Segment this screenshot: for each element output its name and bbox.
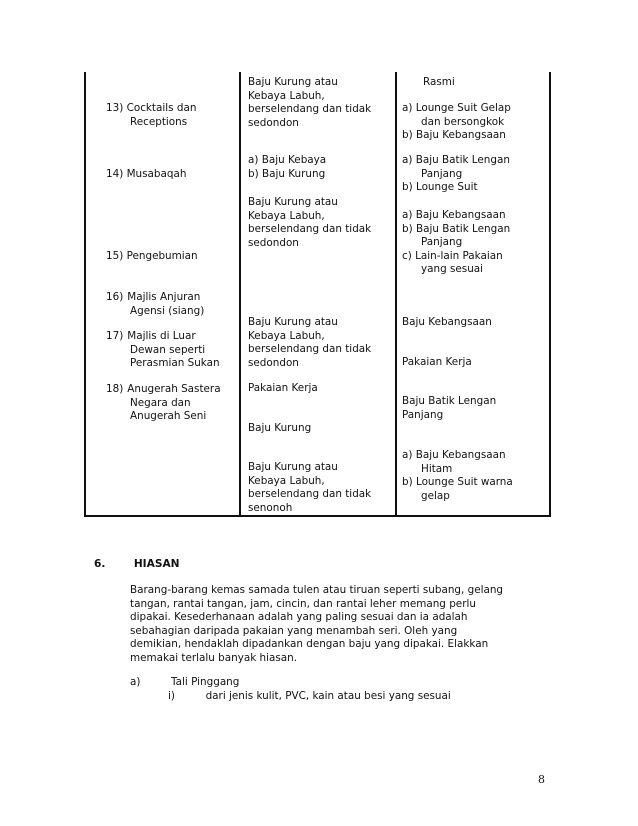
- event-13: 13) Cocktails dan Receptions: [106, 102, 197, 128]
- cell-15-options: a) Baju Kebangsaan b) Baju Batik Lengan Panjang c) Lain-lain Pakaian yang sesuai: [402, 209, 511, 275]
- list-item-a: [130, 676, 239, 690]
- cell-last-attire: Baju Kurung atau Kebaya Labuh, berselendang dan tidak senonoh: [248, 461, 372, 514]
- cell-18-batik: Baju Batik Lengan Panjang: [402, 395, 497, 421]
- cell-13-rasmi: Rasmi: [423, 76, 455, 88]
- cell-17-kebangsaan: Baju Kebangsaan: [402, 316, 492, 328]
- table-divider-2: [395, 72, 397, 517]
- dress-code-table: [84, 72, 551, 517]
- event-16: 16) Majlis Anjuran Agensi (siang): [106, 291, 205, 317]
- event-17: 17) Majlis di Luar Dewan seperti Perasmian Sukan: [106, 330, 220, 369]
- cell-17-kerja: Pakaian Kerja: [402, 356, 472, 368]
- section-heading: [94, 558, 180, 570]
- subitem-marker: i): [168, 690, 175, 702]
- section-title: HIASAN: [133, 558, 180, 570]
- event-18: 18) Anugerah Sastera Negara dan Anugerah Seni: [106, 383, 221, 422]
- event-14: 14) Musabaqah: [106, 168, 187, 180]
- cell-13-options: a) Lounge Suit Gelap dan bersongkok b) Baju Kebangsaan: [402, 102, 511, 141]
- cell-18-kerja: Pakaian Kerja: [248, 382, 318, 394]
- cell-14-attire: a) Baju Kebaya b) Baju Kurung: [248, 154, 327, 180]
- table-border-left: [84, 72, 86, 517]
- table-divider-1: [239, 72, 241, 517]
- cell-13-attire: Baju Kurung atau Kebaya Labuh, berselendang dan tidak sedondon: [248, 76, 372, 129]
- cell-last-options: a) Baju Kebangsaan Hitam b) Lounge Suit warna gelap: [402, 449, 513, 502]
- cell-14-options: a) Baju Batik Lengan Panjang b) Lounge Suit: [402, 154, 510, 193]
- cell-15-attire: Baju Kurung atau Kebaya Labuh, berselendang dan tidak sedondon: [248, 196, 372, 249]
- section-number: 6.: [94, 558, 106, 570]
- event-15: 15) Pengebumian: [106, 250, 198, 262]
- page-number: 8: [538, 773, 545, 786]
- section-paragraph: Barang-barang kemas samada tulen atau tiruan seperti subang, gelang tangan, rantai tangan, jam, cincin, dan rantai leher memang perlu dipakai. Kesederhanaan adalah yang paling sesuai dan ia adalah sebahagian daripada pakaian yang menambah seri. Oleh yang demikian, hendaklah dipadankan dengan baju yang dipakai. Elakkan memakai terlalu banyak hiasan.: [130, 584, 504, 664]
- item-title: Tali Pinggang: [171, 676, 240, 688]
- cell-18-kurung: Baju Kurung: [248, 422, 312, 434]
- item-marker: a): [130, 676, 141, 688]
- table-border-bottom: [84, 515, 551, 517]
- cell-17-attire: Baju Kurung atau Kebaya Labuh, berselendang dan tidak sedondon: [248, 316, 372, 369]
- list-subitem-i: [168, 690, 451, 704]
- subitem-text: dari jenis kulit, PVC, kain atau besi yang sesuai: [205, 690, 451, 702]
- table-border-right: [549, 72, 551, 517]
